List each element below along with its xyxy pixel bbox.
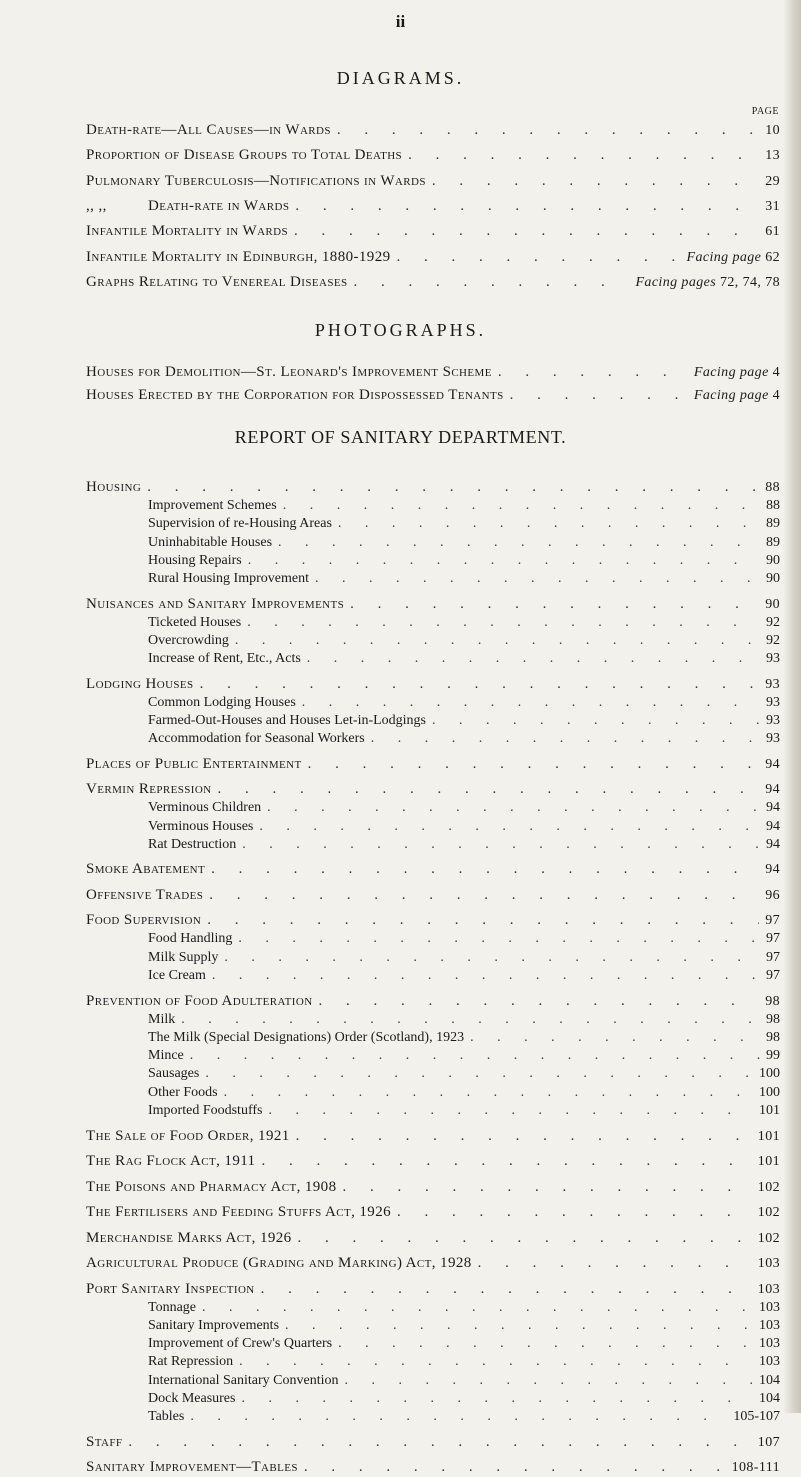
dot-leader xyxy=(470,1030,760,1046)
page-number-value: 94 xyxy=(766,800,780,815)
dot-leader xyxy=(259,819,760,835)
toc-entry-page xyxy=(759,1103,780,1119)
toc-entry-title: Houses for Demolition—St. Leonard's Improvement Scheme xyxy=(86,364,492,380)
toc-entry xyxy=(148,713,780,731)
toc-entry-page xyxy=(759,1085,780,1101)
toc-entry-page xyxy=(635,275,780,291)
dot-leader xyxy=(218,781,760,798)
toc-entry xyxy=(86,173,780,191)
dot-leader xyxy=(408,147,759,164)
page-number-value: 105-107 xyxy=(733,1409,780,1424)
toc-entry xyxy=(148,800,780,818)
toc-entry-title: Tonnage xyxy=(148,1300,197,1315)
toc-entry-title: Improvement Schemes xyxy=(148,498,277,513)
toc-entry xyxy=(86,1434,780,1452)
page-number-value: 29 xyxy=(765,173,780,189)
toc-entry xyxy=(148,1409,780,1427)
toc-entry xyxy=(148,1318,780,1336)
toc-entry xyxy=(86,147,780,165)
toc-entry xyxy=(86,223,780,241)
toc-entry-page xyxy=(765,224,780,240)
toc-entry xyxy=(148,819,780,837)
toc-entry-title: Milk xyxy=(148,1012,176,1027)
toc-entry-title: Food Supervision xyxy=(86,912,202,928)
dot-leader xyxy=(238,931,760,947)
toc-entry-title: Lodging Houses xyxy=(86,676,194,692)
dot-leader xyxy=(224,1085,753,1101)
toc-entry-page xyxy=(765,148,780,164)
facing-page-label: Facing page xyxy=(693,365,773,380)
dot-leader xyxy=(202,1300,753,1316)
page-number-value: 94 xyxy=(765,757,780,772)
toc-entry-title: Infantile Mortality in Wards xyxy=(86,223,289,240)
facing-page-label: Facing pages xyxy=(635,274,720,290)
toc-entry-page xyxy=(765,757,780,773)
toc-entry xyxy=(148,498,780,516)
page-number-value: 13 xyxy=(765,148,780,164)
facing-page-label: Facing page xyxy=(686,249,766,265)
dot-leader xyxy=(247,615,760,631)
toc-entry-page xyxy=(766,695,780,711)
toc-entry xyxy=(148,1336,780,1354)
page-number-value: 62 xyxy=(765,249,780,265)
dot-leader xyxy=(261,1281,752,1298)
toc-entry xyxy=(86,993,780,1011)
toc-entry xyxy=(148,1373,780,1391)
page-number-value: 97 xyxy=(765,913,780,928)
toc-entry-title: Houses Erected by the Corporation for Dispossessed Tenants xyxy=(86,387,504,403)
toc-entry-page xyxy=(766,615,780,631)
dot-leader xyxy=(345,1373,753,1389)
toc-entry xyxy=(148,1391,780,1409)
dot-leader xyxy=(261,1153,751,1170)
toc-entry xyxy=(148,1030,780,1048)
toc-entry-title: Increase of Rent, Etc., Acts xyxy=(148,651,301,666)
toc-entry xyxy=(86,676,780,694)
toc-entry-page xyxy=(765,199,780,215)
toc-entry-page xyxy=(765,782,780,798)
toc-entry-title: Infantile Mortality in Edinburgh, 1880-1929 xyxy=(86,248,391,265)
toc-entry-title: Sausages xyxy=(148,1066,200,1081)
ditto-mark: ,, ,, xyxy=(86,197,107,214)
toc-entry-page xyxy=(765,480,780,496)
toc-entry xyxy=(86,1179,780,1197)
page-number-value: 92 xyxy=(766,615,780,630)
dot-leader xyxy=(268,1103,753,1119)
toc-entry xyxy=(86,1204,780,1222)
page-number-value: 89 xyxy=(766,516,780,531)
toc-entry-title: Agricultural Produce (Grading and Marking) Act, 1928 xyxy=(86,1255,472,1271)
toc-entry xyxy=(86,1255,780,1273)
toc-entry-title: Offensive Trades xyxy=(86,887,204,903)
page-number-value: 88 xyxy=(766,498,780,513)
dot-leader xyxy=(147,479,759,496)
dot-leader xyxy=(302,695,760,711)
toc-entry-title: The Rag Flock Act, 1911 xyxy=(86,1153,256,1169)
toc-entry-page xyxy=(766,713,780,729)
page-number-value: 96 xyxy=(765,888,780,903)
page-number-value: 102 xyxy=(757,1231,780,1246)
dot-leader xyxy=(308,756,760,773)
toc-entry-title: Verminous Children xyxy=(148,800,262,815)
toc-entry xyxy=(148,837,780,855)
dot-leader xyxy=(224,950,760,966)
page-number-value: 104 xyxy=(759,1373,780,1388)
diagrams-heading: DIAGRAMS. xyxy=(336,68,465,88)
toc-entry-page xyxy=(758,1154,780,1170)
dot-leader xyxy=(239,1354,753,1370)
toc-entry-page xyxy=(733,1409,780,1425)
toc-entry xyxy=(148,731,780,749)
toc-entry-page xyxy=(765,862,780,878)
page-number-value: 100 xyxy=(759,1066,780,1081)
page-number-value: 103 xyxy=(759,1354,780,1369)
toc-entry-page xyxy=(758,1435,780,1451)
page-number-value: 93 xyxy=(766,695,780,710)
toc-entry-title: Merchandise Marks Act, 1926 xyxy=(86,1230,292,1246)
toc-entry-page xyxy=(758,1180,780,1196)
page-number-value: 103 xyxy=(759,1336,780,1351)
toc-entry-title: Rat Destruction xyxy=(148,837,237,852)
facing-page-label: Facing page xyxy=(693,388,773,403)
page-number-value: 102 xyxy=(757,1180,780,1195)
page-number-value: 93 xyxy=(765,677,780,692)
page-number-value: 90 xyxy=(766,553,780,568)
toc-entry-title: Rural Housing Improvement xyxy=(148,571,309,586)
toc-entry-title: Accommodation for Seasonal Workers xyxy=(148,731,365,746)
page-edge-shadow xyxy=(783,0,801,1413)
page-number-value: 97 xyxy=(766,931,780,946)
toc-entry-title: Verminous Houses xyxy=(148,819,254,834)
page-number-value: 102 xyxy=(757,1205,780,1220)
toc-entry-title: Port Sanitary Inspection xyxy=(86,1281,255,1297)
toc-entry xyxy=(148,535,780,553)
dot-leader xyxy=(128,1434,751,1451)
page-number-value: 104 xyxy=(759,1391,780,1406)
toc-entry-title: Ticketed Houses xyxy=(148,615,242,630)
toc-entry xyxy=(86,1281,780,1299)
toc-entry xyxy=(148,633,780,651)
page-number-value: 93 xyxy=(766,731,780,746)
page-number-value: 72, 74, 78 xyxy=(720,274,780,290)
page-number-value: 90 xyxy=(765,597,780,612)
toc-entry xyxy=(86,1153,780,1171)
toc-entry-page xyxy=(759,1391,780,1407)
toc-entry xyxy=(148,516,780,534)
page-number-value: 98 xyxy=(766,1030,780,1045)
dot-leader xyxy=(342,1179,751,1196)
toc-entry-title: Supervision of re-Housing Areas xyxy=(148,516,332,531)
toc-entry xyxy=(148,931,780,949)
page-number-value: 107 xyxy=(757,1435,780,1450)
toc-entry-title: Improvement of Crew's Quarters xyxy=(148,1336,333,1351)
toc-entry-page xyxy=(759,1373,780,1389)
page-number-value: 108-111 xyxy=(731,1460,780,1475)
toc-entry-page xyxy=(766,931,780,947)
toc-entry-title: Sanitary Improvements xyxy=(148,1318,280,1333)
page-number-value: 61 xyxy=(765,224,780,240)
toc-entry-page xyxy=(732,1460,780,1476)
page-number-value: 93 xyxy=(766,651,780,666)
toc-entry-title: Milk Supply xyxy=(148,950,219,965)
page-number-value: 31 xyxy=(765,198,780,214)
toc-entry-title: The Milk (Special Designations) Order (Scotland), 1923 xyxy=(148,1030,465,1045)
page-number-value: 4 xyxy=(772,365,780,380)
page-number-value: 88 xyxy=(765,480,780,495)
page-number-value: 10 xyxy=(765,123,780,138)
toc-entry-title: Rat Repression xyxy=(148,1354,234,1369)
page-number-value: 98 xyxy=(765,994,780,1009)
toc-entry-title: Food Handling xyxy=(148,931,233,946)
toc-entry-title: Nuisances and Sanitary Improvements xyxy=(86,596,345,612)
page-number-value: 101 xyxy=(757,1154,780,1169)
dot-leader xyxy=(338,516,760,532)
toc-entry xyxy=(86,479,780,497)
toc-entry-page xyxy=(694,388,780,404)
toc-entry xyxy=(148,1066,780,1084)
toc-entry-title: Sanitary Improvement—Tables xyxy=(86,1459,298,1475)
toc-entry xyxy=(148,950,780,968)
toc-entry-page xyxy=(765,123,780,139)
toc-entry-title: Graphs Relating to Venereal Diseases xyxy=(86,273,348,290)
toc-entry xyxy=(86,1459,780,1477)
page-number-value: 94 xyxy=(765,782,780,797)
toc-entry-title: Prevention of Food Adulteration xyxy=(86,993,313,1009)
toc-entry xyxy=(86,274,780,292)
toc-entry-title: Housing Repairs xyxy=(148,553,242,568)
dot-leader xyxy=(397,249,681,266)
dot-leader xyxy=(207,912,759,929)
toc-entry xyxy=(86,198,780,216)
page-number-value: 99 xyxy=(766,1048,780,1063)
toc-entry xyxy=(86,1128,780,1146)
page-number-value: 90 xyxy=(766,571,780,586)
toc-entry-title: Places of Public Entertainment xyxy=(86,756,302,772)
report-heading: REPORT OF SANITARY DEPARTMENT. xyxy=(234,427,567,447)
dot-leader xyxy=(212,968,760,984)
toc-entry xyxy=(148,1354,780,1372)
toc-entry-page xyxy=(759,1300,780,1316)
toc-entry xyxy=(148,571,780,589)
toc-entry xyxy=(86,1230,780,1248)
page-number-value: 98 xyxy=(766,1012,780,1027)
toc-entry-page xyxy=(766,1030,780,1046)
toc-entry xyxy=(86,364,780,382)
toc-entry-page xyxy=(766,498,780,514)
toc-entry-title: Farmed-Out-Houses and Houses Let-in-Lodgings xyxy=(148,713,427,728)
toc-entry-title: Vermin Repression xyxy=(86,781,212,797)
dot-leader xyxy=(200,676,760,693)
dot-leader xyxy=(190,1048,760,1064)
dot-leader xyxy=(235,633,760,649)
toc-entry xyxy=(148,1085,780,1103)
toc-entry-title: Overcrowding xyxy=(148,633,229,648)
toc-entry-page xyxy=(765,677,780,693)
toc-entry-page xyxy=(766,1048,780,1064)
toc-entry-title: Mince xyxy=(148,1048,184,1063)
toc-entry xyxy=(148,968,780,986)
toc-entry xyxy=(86,249,780,267)
dot-leader xyxy=(181,1012,760,1028)
dot-leader xyxy=(298,1230,752,1247)
dot-leader xyxy=(307,651,760,667)
toc-entry xyxy=(86,781,780,799)
toc-entry-page xyxy=(766,651,780,667)
toc-entry-page xyxy=(765,994,780,1010)
dot-leader xyxy=(350,596,759,613)
page-number-value: 93 xyxy=(766,713,780,728)
page-number-value: 4 xyxy=(772,388,780,403)
toc-entry-page xyxy=(766,516,780,532)
toc-entry xyxy=(86,122,780,140)
toc-entry-page xyxy=(758,1129,780,1145)
toc-entry xyxy=(148,1012,780,1030)
toc-entry-title: Tables xyxy=(148,1409,185,1424)
toc-entry-title: Common Lodging Houses xyxy=(148,695,296,710)
page-number-value: 103 xyxy=(759,1300,780,1315)
dot-leader xyxy=(248,553,760,569)
toc-entry xyxy=(86,861,780,879)
toc-entry-page xyxy=(765,913,780,929)
toc-entry-page xyxy=(766,819,780,835)
toc-entry xyxy=(148,651,780,669)
page-number-value: 103 xyxy=(757,1282,780,1297)
dot-leader xyxy=(354,274,630,291)
dot-leader xyxy=(498,364,688,381)
toc-entry-page xyxy=(766,1012,780,1028)
toc-entry-page xyxy=(765,174,780,190)
toc-entry-page xyxy=(759,1318,780,1334)
toc-entry-page xyxy=(758,1256,780,1272)
toc-entry xyxy=(148,1103,780,1121)
page-number-value: 97 xyxy=(766,968,780,983)
toc-entry xyxy=(148,1048,780,1066)
toc-entry xyxy=(148,1300,780,1318)
toc-entry xyxy=(86,887,780,905)
toc-entry-page xyxy=(759,1336,780,1352)
toc-entry xyxy=(148,553,780,571)
dot-leader xyxy=(242,837,760,853)
page-number-value: 94 xyxy=(766,819,780,834)
page-number-value: 89 xyxy=(766,535,780,550)
toc-entry-page xyxy=(766,950,780,966)
toc-entry xyxy=(148,695,780,713)
toc-entry-title: Uninhabitable Houses xyxy=(148,535,273,550)
dot-leader xyxy=(285,1318,753,1334)
toc-entry xyxy=(86,912,780,930)
page-number: ii xyxy=(395,12,406,31)
toc-entry-title: International Sanitary Convention xyxy=(148,1373,339,1388)
toc-entry-title: Dock Measures xyxy=(148,1391,236,1406)
toc-entry-page xyxy=(766,571,780,587)
toc-entry-page xyxy=(687,250,780,266)
dot-leader xyxy=(432,713,760,729)
page-number-value: 101 xyxy=(757,1129,780,1144)
toc-entry-page xyxy=(758,1282,780,1298)
dot-leader xyxy=(510,387,688,404)
toc-entry-title: Imported Foodstuffs xyxy=(148,1103,263,1118)
toc-entry-page xyxy=(759,1066,780,1082)
page-number-value: 94 xyxy=(766,837,780,852)
toc-entry-page xyxy=(765,597,780,613)
page-number-value: 97 xyxy=(766,950,780,965)
dot-leader xyxy=(296,1128,752,1145)
toc-entry xyxy=(86,596,780,614)
page-number-value: 94 xyxy=(765,862,780,877)
page-number-value: 103 xyxy=(759,1318,780,1333)
toc-entry-title: The Fertilisers and Feeding Stuffs Act, 1926 xyxy=(86,1204,391,1220)
page-number-value: 103 xyxy=(757,1256,780,1271)
toc-entry-page xyxy=(758,1205,780,1221)
page-column-label: PAGE xyxy=(751,106,779,117)
dot-leader xyxy=(205,1066,753,1082)
photographs-heading: PHOTOGRAPHS. xyxy=(314,320,487,340)
dot-leader xyxy=(267,800,760,816)
dot-leader xyxy=(211,861,759,878)
dot-leader xyxy=(338,1336,753,1352)
toc-entry-page xyxy=(694,365,780,381)
dot-leader xyxy=(478,1255,752,1272)
dot-leader xyxy=(295,198,759,215)
toc-entry-title: Staff xyxy=(86,1434,123,1450)
dot-leader xyxy=(241,1391,753,1407)
toc-entry-title: Housing xyxy=(86,479,142,495)
toc-entry-page xyxy=(766,800,780,816)
dot-leader xyxy=(283,498,760,514)
toc-entry-title: The Poisons and Pharmacy Act, 1908 xyxy=(86,1179,337,1195)
dot-leader xyxy=(397,1204,752,1221)
dot-leader xyxy=(337,122,759,139)
toc-entry-title: Smoke Abatement xyxy=(86,861,206,877)
dot-leader xyxy=(315,571,760,587)
toc-entry-page xyxy=(758,1231,780,1247)
toc-entry-page xyxy=(766,633,780,649)
toc-entry-title: The Sale of Food Order, 1921 xyxy=(86,1128,290,1144)
toc-entry xyxy=(148,615,780,633)
toc-entry-page xyxy=(766,968,780,984)
page-number-value: 92 xyxy=(766,633,780,648)
dot-leader xyxy=(432,173,759,190)
toc-entry-page xyxy=(766,553,780,569)
toc-entry-page xyxy=(766,837,780,853)
toc-entry-title: Pulmonary Tuberculosis—Notifications in Wards xyxy=(86,172,426,189)
toc-entry-page xyxy=(766,731,780,747)
toc-entry xyxy=(86,756,780,774)
page-number-value: 101 xyxy=(759,1103,780,1118)
toc-entry-title: Ice Cream xyxy=(148,968,206,983)
toc-entry-page xyxy=(765,888,780,904)
toc-entry-title: Death-rate in Wards xyxy=(148,197,290,214)
page-number-value: 100 xyxy=(759,1085,780,1100)
toc-entry-title: Death-rate—All Causes—in Wards xyxy=(86,122,331,138)
toc-entry xyxy=(86,387,780,405)
dot-leader xyxy=(304,1459,726,1476)
dot-leader xyxy=(190,1409,727,1425)
dot-leader xyxy=(278,535,760,551)
dot-leader xyxy=(209,887,759,904)
toc-entry-page xyxy=(766,535,780,551)
dot-leader xyxy=(294,223,759,240)
dot-leader xyxy=(371,731,760,747)
toc-entry-page xyxy=(759,1354,780,1370)
dot-leader xyxy=(319,993,760,1010)
toc-entry-title: Other Foods xyxy=(148,1085,218,1100)
toc-entry-title: Proportion of Disease Groups to Total Deaths xyxy=(86,147,403,164)
